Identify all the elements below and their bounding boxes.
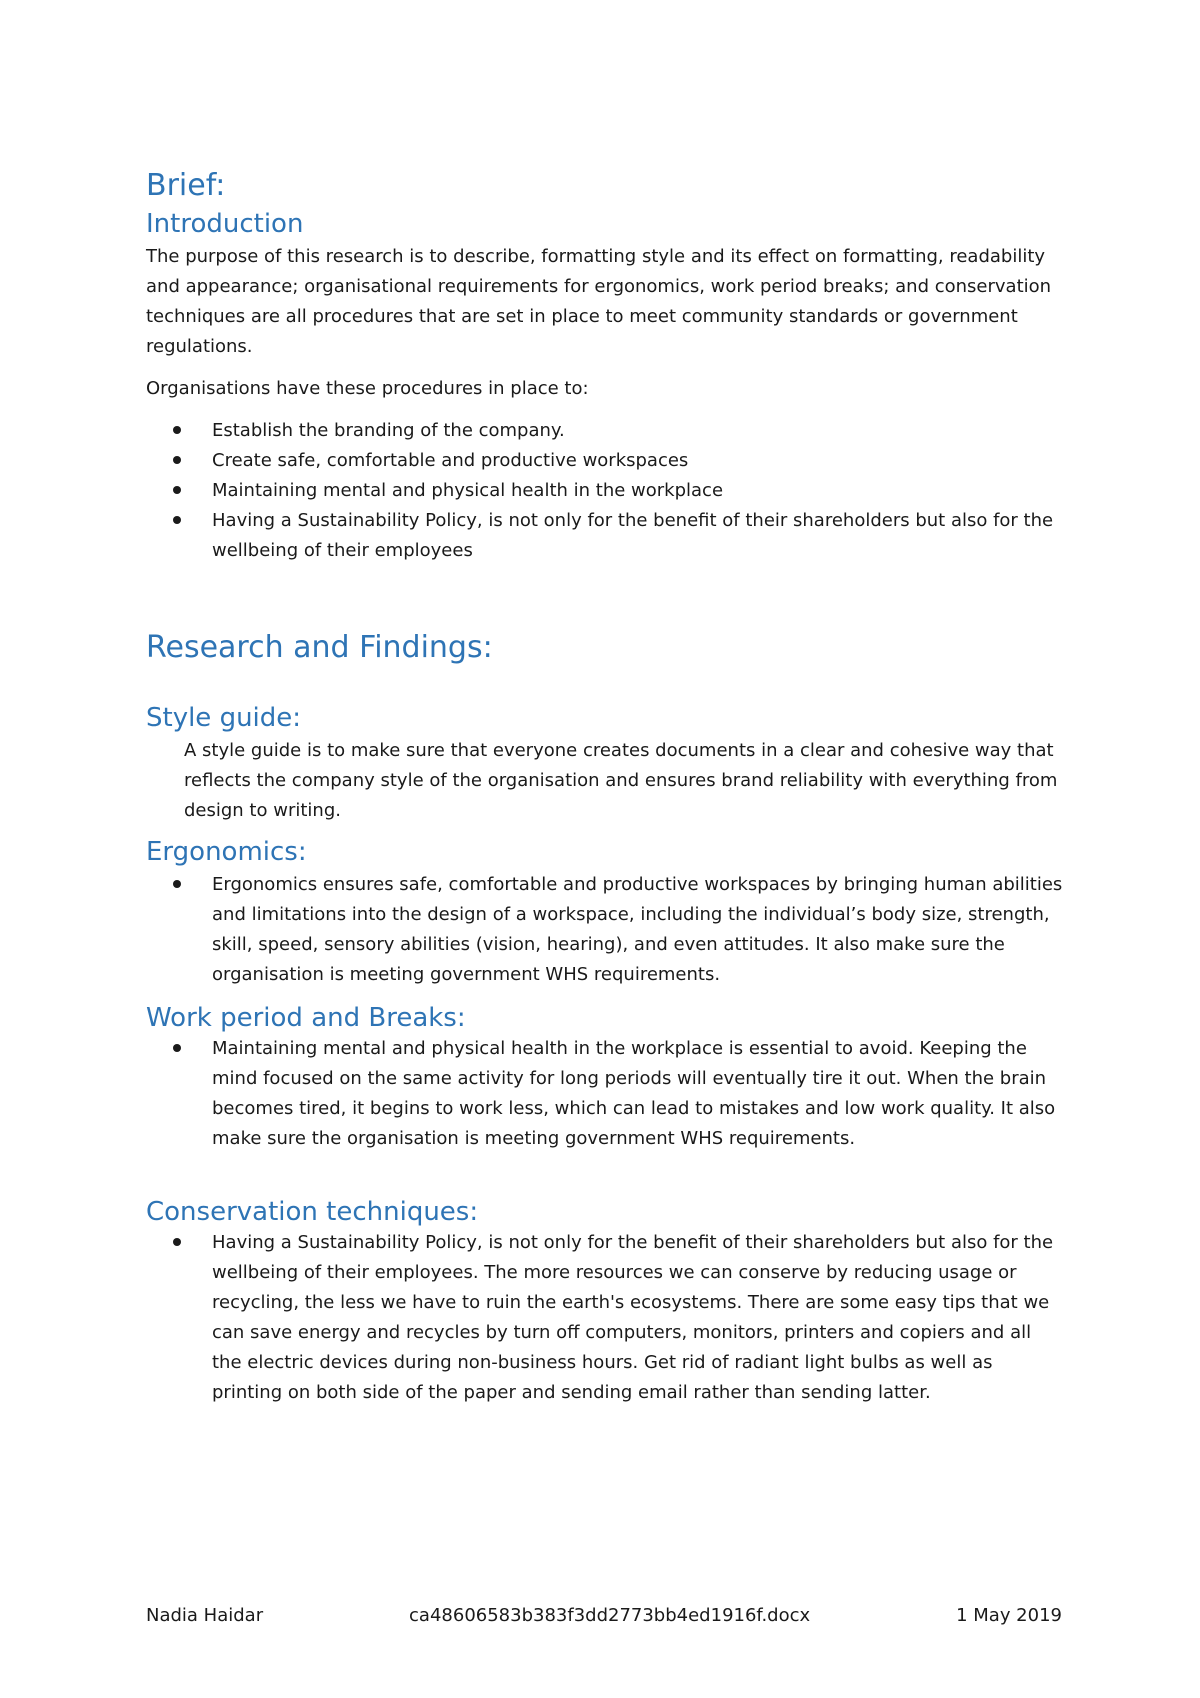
conservation-heading: Conservation techniques:	[146, 1197, 479, 1227]
ergonomics-heading: Ergonomics:	[146, 837, 307, 867]
style-guide-paragraph: A style guide is to make sure that everyone creates documents in a clear and cohesive way that reflects the company style of the organisation and ensures brand reliability with everything from design to writing.	[184, 740, 1058, 821]
introduction-paragraph: The purpose of this research is to describe, formatting style and its effect on formatting, readability and appearance; organisational requirements for ergonomics, work period breaks; and conservation techniques are all procedures that are set in place to meet community standards or government regulations.	[146, 246, 1052, 357]
list-item: Maintaining mental and physical health in the workplace is essential to avoid. Keeping the mind focused on the same activity for long periods will eventually tire it out. When the brain becomes tired, it begins to work less, which can lead to mistakes and low work quality. It also make sure the organisation is meeting government WHS requirements.	[146, 1034, 1066, 1154]
list-item: Create safe, comfortable and productive workspaces	[146, 446, 1066, 476]
list-item: Establish the branding of the company.	[146, 416, 1066, 446]
list-item: Having a Sustainability Policy, is not only for the benefit of their shareholders but also for the wellbeing of their employees	[146, 506, 1066, 566]
introduction-heading: Introduction	[146, 209, 304, 239]
work-period-list	[146, 1034, 1066, 1154]
footer-date: 1 May 2019	[956, 1605, 1062, 1626]
list-item: Ergonomics ensures safe, comfortable and productive workspaces by bringing human abilities and limitations into the design of a workspace, including the individual’s body size, strength, skill, speed, sensory abilities (vision, hearing), and even attitudes. It also make sure the organisation is meeting government WHS requirements.	[146, 870, 1066, 990]
procedures-list	[146, 416, 1066, 566]
bullet-icon	[173, 1238, 181, 1246]
research-title: Research and Findings:	[146, 630, 493, 665]
page-footer	[146, 1604, 1062, 1628]
conservation-list	[146, 1228, 1066, 1408]
style-guide-heading: Style guide:	[146, 703, 302, 733]
brief-title: Brief:	[146, 168, 226, 203]
document-body	[146, 168, 1066, 1408]
footer-filename: ca48606583b383f3dd2773bb4ed1916f.docx	[409, 1605, 811, 1626]
footer-author: Nadia Haidar	[146, 1605, 264, 1626]
bullet-icon	[173, 516, 181, 524]
bullet-icon	[173, 456, 181, 464]
procedures-lead: Organisations have these procedures in place to:	[146, 378, 589, 399]
bullet-icon	[173, 486, 181, 494]
work-period-heading: Work period and Breaks:	[146, 1003, 466, 1033]
ergonomics-list	[146, 870, 1066, 990]
list-item: Having a Sustainability Policy, is not only for the benefit of their shareholders but also for the wellbeing of their employees. The more resources we can conserve by reducing usage or recycling, the less we have to ruin the earth's ecosystems. There are some easy tips that we can save energy and recycles by turn off computers, monitors, printers and copiers and all the electric devices during non-business hours. Get rid of radiant light bulbs as well as printing on both side of the paper and sending email rather than sending latter.	[146, 1228, 1066, 1408]
bullet-icon	[173, 1044, 181, 1052]
bullet-icon	[173, 880, 181, 888]
bullet-icon	[173, 426, 181, 434]
list-item: Maintaining mental and physical health in the workplace	[146, 476, 1066, 506]
